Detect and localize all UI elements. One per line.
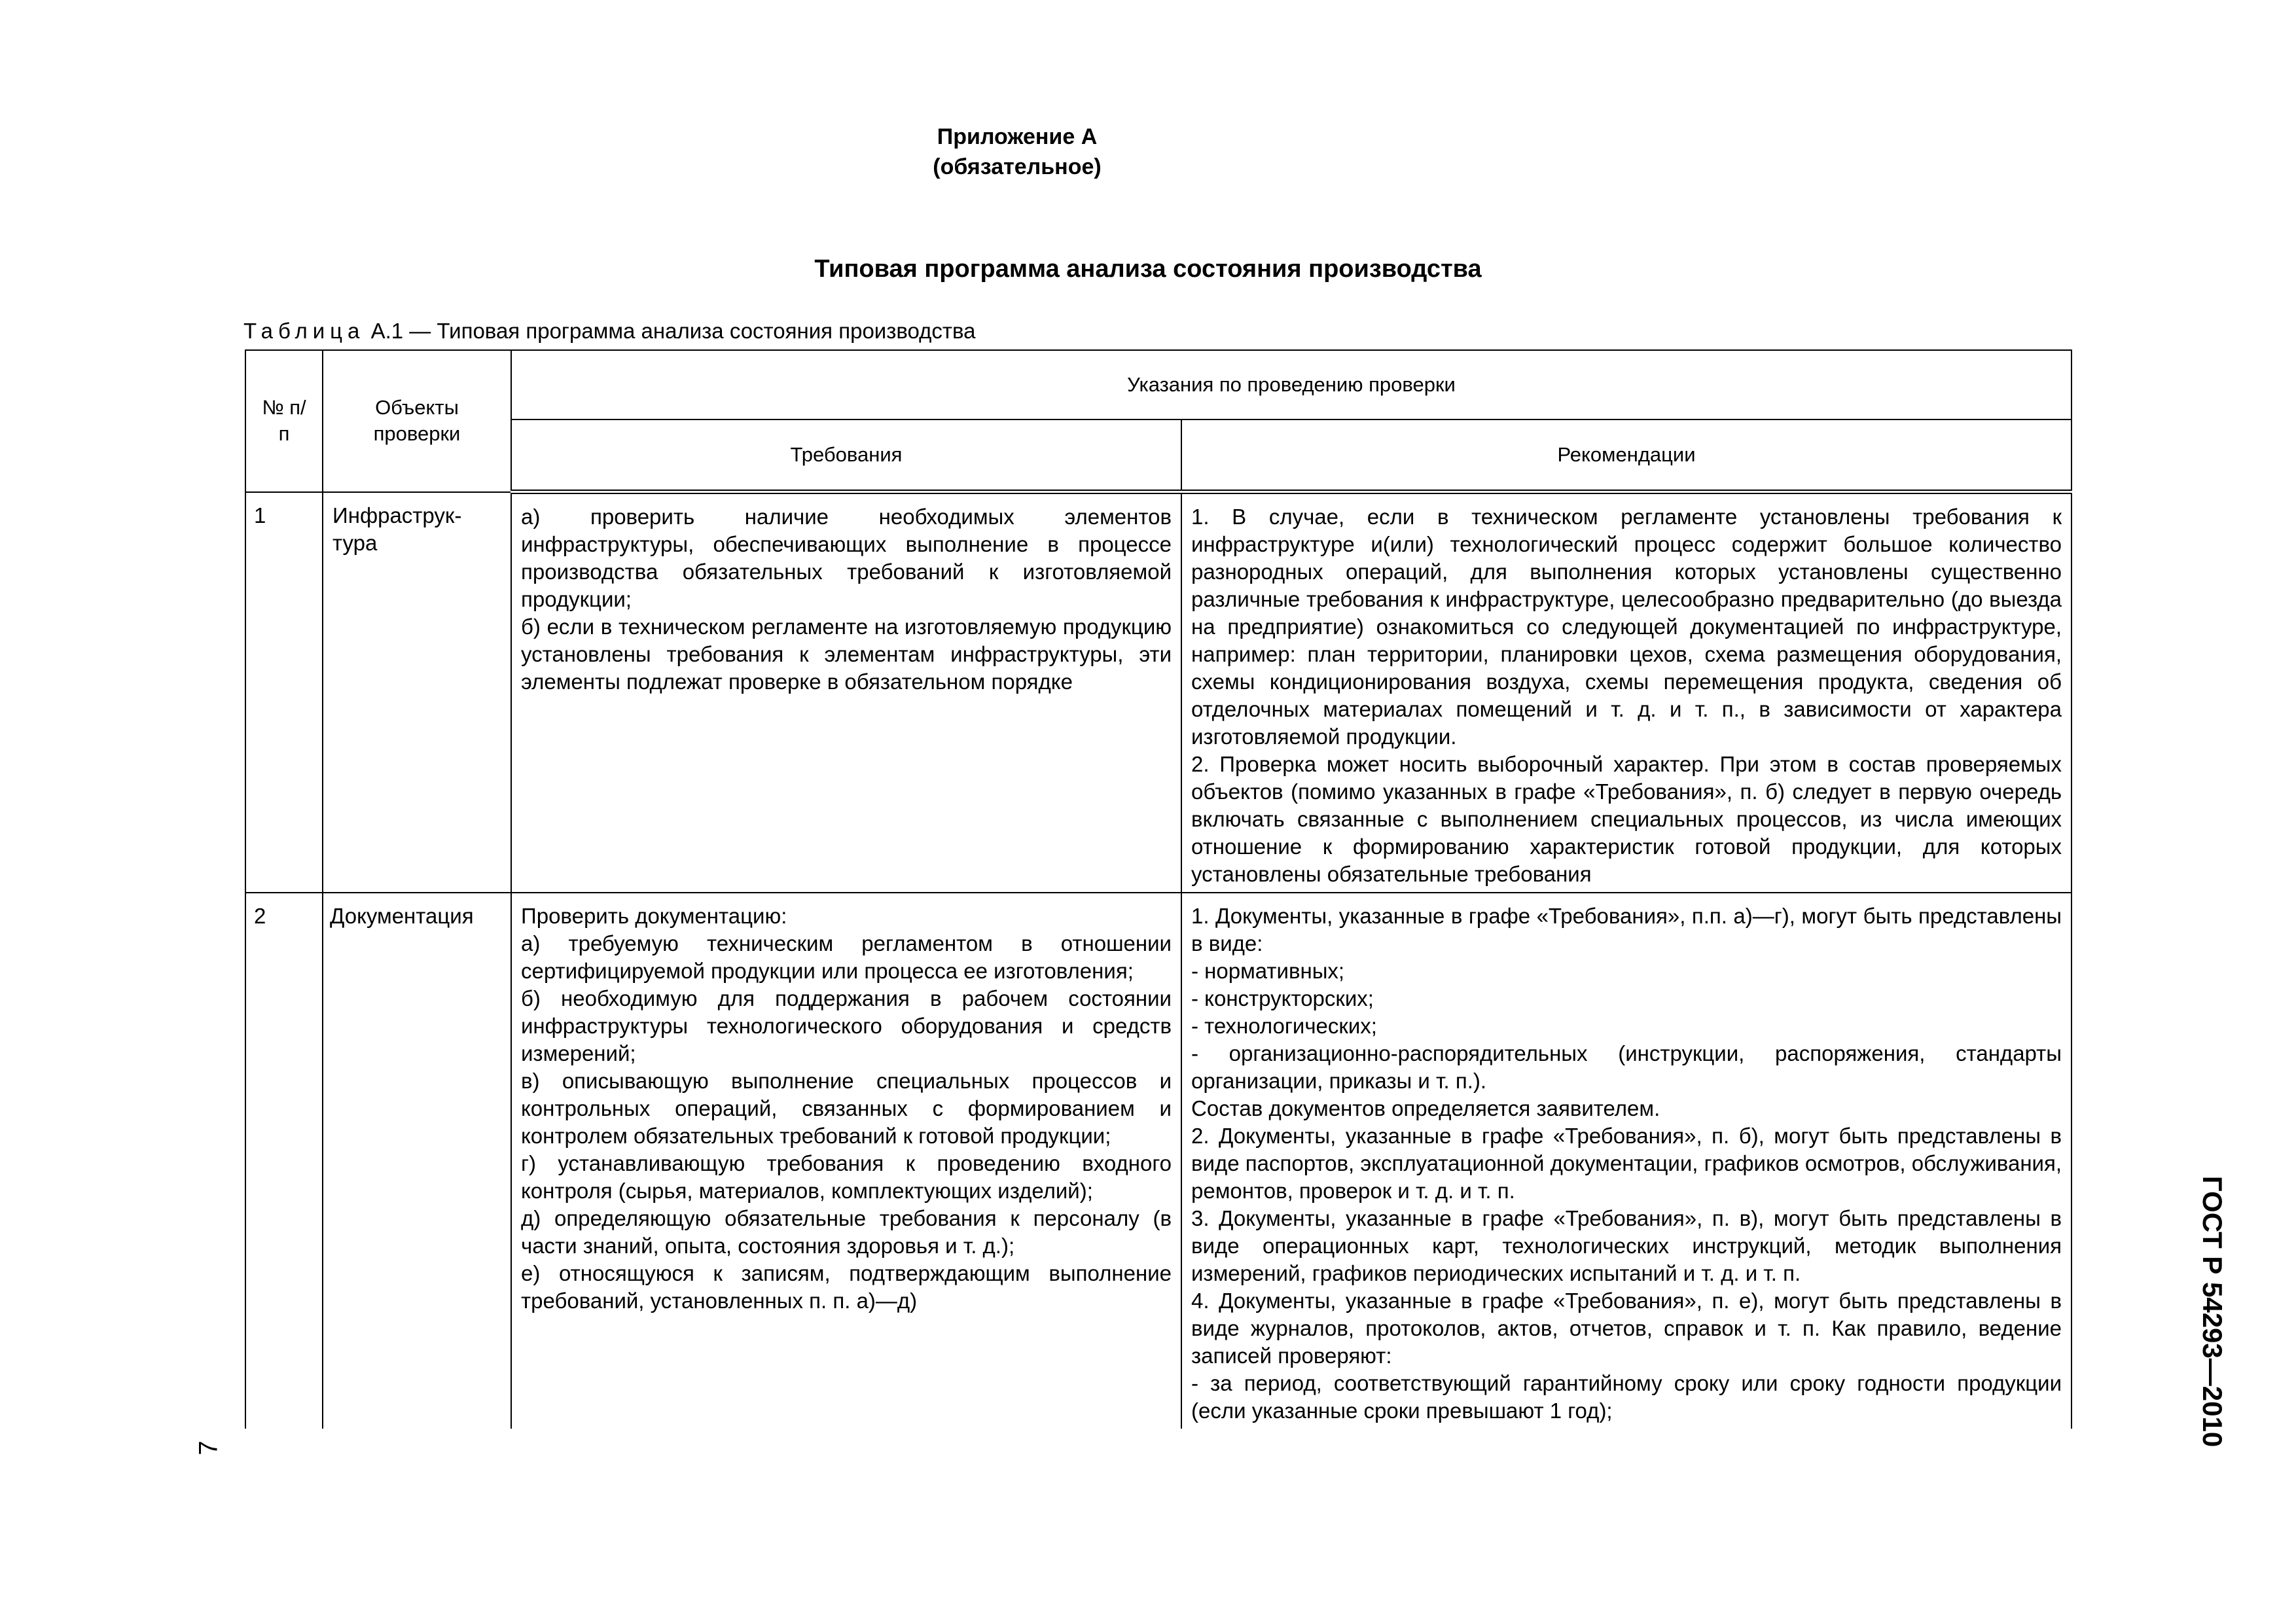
row-object-cell xyxy=(323,492,511,893)
table-row xyxy=(245,893,2072,1429)
row-requirements-cell xyxy=(511,893,1181,1429)
header-number: № п/п xyxy=(245,350,323,492)
inspection-program-table xyxy=(245,349,2072,1429)
requirement-item: б) необходимую для поддержания в рабочем состоянии инфраструктуры технологического оборудования и средств измерений; xyxy=(521,986,1172,1065)
recommendation-item: 3. Документы, указанные в графе «Требования», п. в), могут быть представлены в виде операционных карт, технологических инструкций, методик выполнения измерений, графиков периодических испытаний и т. д. и т. п. xyxy=(1191,1206,2062,1285)
appendix-heading xyxy=(886,122,1148,182)
header-indications: Указания по проведению проверки xyxy=(511,350,2072,419)
requirement-item: г) устанавливающую требования к проведению входного контроля (сырья, материалов, комплектующих изделий); xyxy=(521,1151,1172,1203)
row-requirements-cell xyxy=(511,492,1181,893)
requirement-item: в) описывающую выполнение специальных процессов и контрольных операций, связанных с формированием и контролем обязательных требований к готовой продукции; xyxy=(521,1069,1172,1148)
table-caption-text: А.1 — Типовая программа анализа состояния производства xyxy=(370,319,976,343)
appendix-status: (обязательное) xyxy=(933,154,1102,179)
table-row xyxy=(245,492,2072,893)
document-code: ГОСТ Р 54293—2010 xyxy=(2197,1175,2228,1448)
header-objects: Объекты проверки xyxy=(323,350,511,492)
table-caption-prefix: Таблица xyxy=(243,319,365,343)
requirement-item: е) относящуюся к записям, подтверждающим выполнение требований, установленных п. п. а)—д) xyxy=(521,1261,1172,1313)
recommendation-item: 4. Документы, указанные в графе «Требования», п. е), могут быть представлены в виде журналов, протоколов, актов, отчетов, справок и т. п. Как правило, ведение записей проверяют: xyxy=(1191,1289,2062,1368)
page-number: 7 xyxy=(194,1440,223,1455)
row-number-cell xyxy=(245,492,323,893)
row-number: 1 xyxy=(254,503,266,527)
recommendation-item: - технологических; xyxy=(1191,1014,1377,1038)
header-requirements: Требования xyxy=(511,419,1181,492)
row-recommendations-cell xyxy=(1181,893,2072,1429)
row-object: Документация xyxy=(330,904,474,928)
row-object-cell xyxy=(323,893,511,1429)
requirement-item: б) если в техническом регламенте на изготовляемую продукцию установлены требования к элементам инфраструктуры, эти элементы подлежат проверке в обязательном порядке xyxy=(521,615,1172,694)
recommendation-item: - конструкторских; xyxy=(1191,986,1374,1010)
document-title: Типовая программа анализа состояния производства xyxy=(814,255,1482,283)
appendix-label: Приложение А xyxy=(937,124,1098,149)
requirement-item: д) определяющую обязательные требования к персоналу (в части знаний, опыта, состояния здоровья и т. д.); xyxy=(521,1206,1172,1258)
recommendation-item: - организационно-распорядительных (инструкции, распоряжения, стандарты организации, приказы и т. п.). xyxy=(1191,1041,2062,1093)
requirement-item: а) требуемую техническим регламентом в отношении сертифицируемой продукции или процесса ее изготовления; xyxy=(521,931,1172,983)
row-object: Инфраструк-тура xyxy=(332,503,462,555)
recommendation-item: - за период, соответствующий гарантийному сроку или сроку годности продукции (если указанные сроки превышают 1 год); xyxy=(1191,1371,2062,1423)
header-recommendations: Рекомендации xyxy=(1181,419,2072,492)
recommendation-item: 2. Проверка может носить выборочный характер. При этом в состав проверяемых объектов (помимо указанных в графе «Требования», п. б) следует в первую очередь включать связанные с выполнением специальных процессов, из числа имеющих отношение к формированию характеристик готовой продукции, для которых установлены обязательные требования xyxy=(1191,752,2062,886)
recommendation-item: 2. Документы, указанные в графе «Требования», п. б), могут быть представлены в виде паспортов, эксплуатационной документации, графиков осмотров, обслуживания, ремонтов, проверок и т. д. и т. п. xyxy=(1191,1124,2062,1203)
requirement-item: Проверить документацию: xyxy=(521,904,787,928)
requirement-item: а) проверить наличие необходимых элементов инфраструктуры, обеспечивающих выполнение в процессе производства обязательных требований к изготовляемой продукции; xyxy=(521,505,1172,611)
row-recommendations-cell xyxy=(1181,492,2072,893)
recommendation-item: 1. Документы, указанные в графе «Требования», п.п. а)—г), могут быть представлены в виде: xyxy=(1191,904,2062,955)
recommendation-item: 1. В случае, если в техническом регламенте установлены требования к инфраструктуре и(или) технологический процесс содержит большое количество разнородных операций, для выполнения которых установлены существенно различные требования к инфраструктуре, целесообразно предварительно (до выезда на предприятие) ознакомиться со следующей документацией по инфраструктуре, например: план территории, планировки цехов, схема размещения оборудования, схемы кондиционирования воздуха, схемы перемещения продукта, сведения об отделочных материалах помещений и т. д. и т. п., в зависимости от характера изготовляемой продукции. xyxy=(1191,505,2062,749)
row-number: 2 xyxy=(254,904,266,928)
recommendation-item: Состав документов определяется заявителем. xyxy=(1191,1096,1660,1120)
row-number-cell xyxy=(245,893,323,1429)
recommendation-item: - нормативных; xyxy=(1191,959,1345,983)
table-caption xyxy=(243,317,976,346)
